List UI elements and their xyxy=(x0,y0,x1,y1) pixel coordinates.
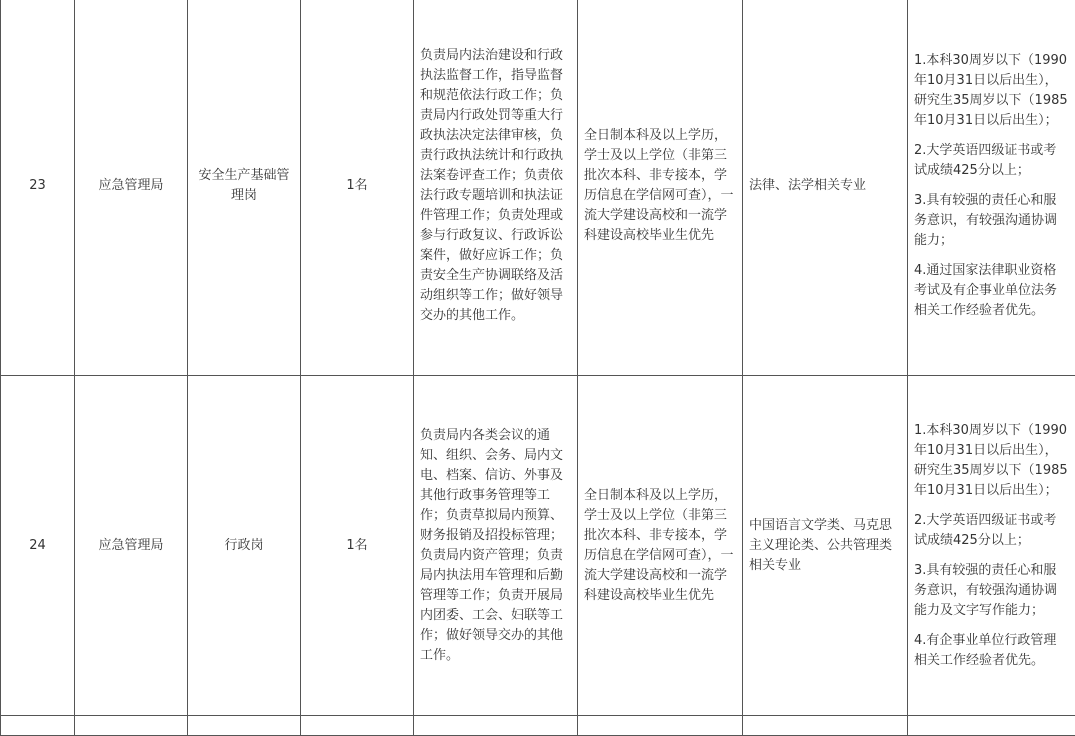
requirements-list xyxy=(914,47,1069,325)
empty-cell xyxy=(414,716,578,736)
table-row xyxy=(1,0,1075,376)
department-cell: 应急管理局 xyxy=(75,376,188,716)
requirement-item: 3.具有较强的责任心和服务意识，有较强沟通协调能力及文字写作能力； xyxy=(914,561,1069,621)
department-cell: 应急管理局 xyxy=(75,0,188,376)
empty-cell xyxy=(908,716,1075,736)
empty-cell xyxy=(578,716,743,736)
requirements-list xyxy=(914,417,1069,675)
requirement-item: 2.大学英语四级证书或考试成绩425分以上； xyxy=(914,141,1069,181)
major-cell: 法律、法学相关专业 xyxy=(743,0,908,376)
empty-cell xyxy=(743,716,908,736)
row-number: 23 xyxy=(1,0,75,376)
empty-cell xyxy=(1,716,75,736)
requirements-cell xyxy=(908,0,1075,376)
duties-cell: 负责局内各类会议的通知、组织、会务、局内文电、档案、信访、外事及其他行政事务管理等工作；负责草拟局内预算、财务报销及招投标管理；负责局内资产管理；负责局内执法用车管理和后勤管理等工作；负责开展局内团委、工会、妇联等工作；做好领导交办的其他工作。 xyxy=(414,376,578,716)
headcount-cell: 1名 xyxy=(301,376,414,716)
requirement-item: 4.有企事业单位行政管理相关工作经验者优先。 xyxy=(914,631,1069,671)
requirement-item: 1.本科30周岁以下（1990年10月31日以后出生），研究生35周岁以下（1985年10月31日以后出生）； xyxy=(914,51,1069,131)
position-cell: 行政岗 xyxy=(188,376,301,716)
headcount-cell: 1名 xyxy=(301,0,414,376)
empty-cell xyxy=(75,716,188,736)
table-row xyxy=(1,376,1075,716)
table-row xyxy=(1,716,1075,736)
requirements-cell xyxy=(908,376,1075,716)
position-cell: 安全生产基础管理岗 xyxy=(188,0,301,376)
requirement-item: 4.通过国家法律职业资格考试及有企事业单位法务相关工作经验者优先。 xyxy=(914,261,1069,321)
row-number: 24 xyxy=(1,376,75,716)
empty-cell xyxy=(188,716,301,736)
requirement-item: 3.具有较强的责任心和服务意识，有较强沟通协调能力； xyxy=(914,191,1069,251)
empty-cell xyxy=(301,716,414,736)
education-cell: 全日制本科及以上学历，学士及以上学位（非第三批次本科、非专接本，学历信息在学信网可查），一流大学建设高校和一流学科建设高校毕业生优先 xyxy=(578,0,743,376)
requirement-item: 1.本科30周岁以下（1990年10月31日以后出生），研究生35周岁以下（1985年10月31日以后出生）； xyxy=(914,421,1069,501)
major-cell: 中国语言文学类、马克思主义理论类、公共管理类相关专业 xyxy=(743,376,908,716)
requirement-item: 2.大学英语四级证书或考试成绩425分以上； xyxy=(914,511,1069,551)
education-cell: 全日制本科及以上学历，学士及以上学位（非第三批次本科、非专接本，学历信息在学信网可查），一流大学建设高校和一流学科建设高校毕业生优先 xyxy=(578,376,743,716)
duties-cell: 负责局内法治建设和行政执法监督工作，指导监督和规范依法行政工作；负责局内行政处罚等重大行政执法决定法律审核，负责行政执法统计和行政执法案卷评查工作；负责依法行政专题培训和执法证件管理工作；负责处理或参与行政复议、行政诉讼案件，做好应诉工作；负责安全生产协调联络及活动组织等工作；做好领导交办的其他工作。 xyxy=(414,0,578,376)
